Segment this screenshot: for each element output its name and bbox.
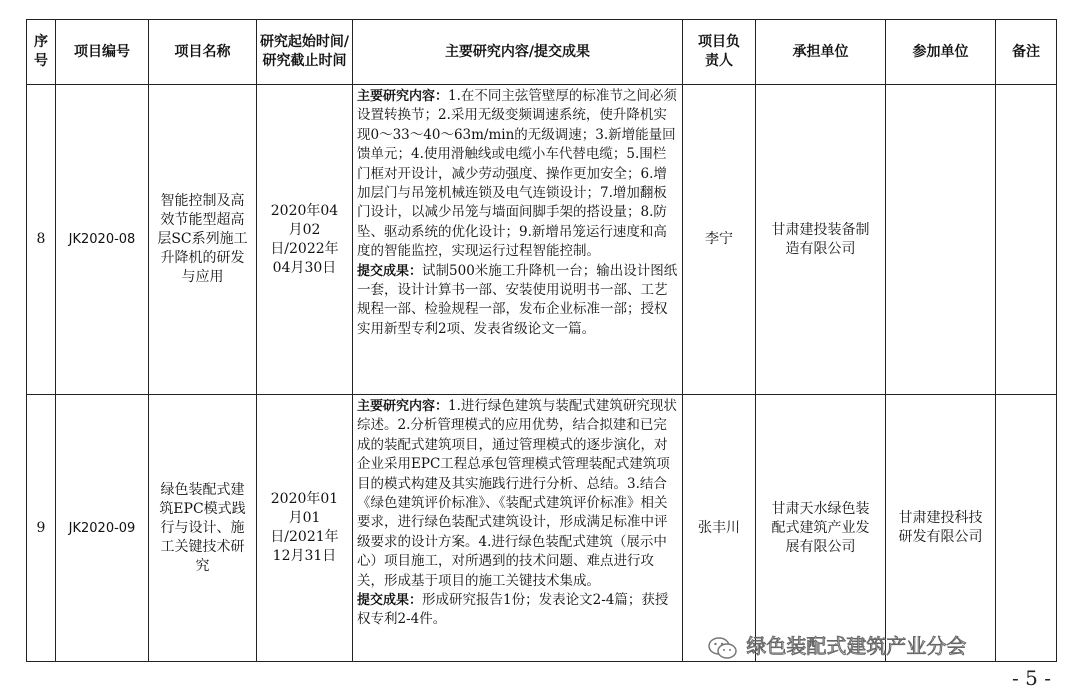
watermark-text: 绿色装配式建筑产业分会 [746,634,967,658]
row-name: 绿色装配式建筑EPC模式践行与设计、施工关键技术研究 [149,395,257,662]
row-time: 2020年01月01日/2021年12月31日 [257,395,353,662]
table-row [27,85,1057,395]
row-leader: 李宁 [683,85,756,395]
row-seq: 9 [27,395,56,662]
project-table [26,19,1057,662]
research-text: 1.在不同主弦管壁厚的标准节之间必须设置转换节；2.采用无级变频调速系统，使升降机实现0～33～40～63m/min的无级调速；3.新增能量回馈单元；4.使用滑触线或电缆小车代替电缆；5.围栏门框对开设计，减少劳动强度、操作更加安全；6.增加层门与吊笼机械连锁及电气连锁设计；7.增加翻板门设计，以减少吊笼与墙面间脚手架的搭设量；8.防坠、驱动系统的优化设计；9.新增吊笼运行速度和高度的智能监控，实现运行过程智能控制。 [357,88,677,260]
header-leader: 项目负责人 [683,20,756,85]
row-partner: 甘肃建投科技研发有限公司 [886,395,996,662]
page-number: - 5 - [1012,666,1051,690]
research-text: 1.进行绿色建筑与装配式建筑研究现状综述。2.分析管理模式的应用优势，结合拟建和已完成的装配式建筑项目，通过管理模式的逐步演化，对企业采用EPC工程总承包管理模式管理装配式建筑项目的模式构建及其实施践行进行分析、总结。3.结合《绿色建筑评价标准》、《装配式建筑评价标准》相关要求，进行绿色装配式建筑设计，形成满足标准中评级要求的设计方案。4.进行绿色装配式建筑（展示中心）项目施工，对所遇到的技术问题、难点进行攻关，形成基于项目的施工关键技术集成。 [357,398,677,589]
row-note [996,85,1057,395]
row-code: JK2020-09 [56,395,149,662]
row-partner [886,85,996,395]
result-label: 提交成果： [357,593,423,609]
result-label: 提交成果： [357,263,423,279]
row-unit: 甘肃建投装备制造有限公司 [756,85,886,395]
row-name: 智能控制及高效节能型超高层SC系列施工升降机的研发与应用 [149,85,257,395]
table-row [27,395,1057,662]
result-text: 形成研究报告1份；发表论文2-4篇；获授权专利2-4件。 [357,592,669,628]
watermark [706,630,966,660]
header-content: 主要研究内容/提交成果 [353,20,683,85]
row-code: JK2020-08 [56,85,149,395]
header-seq: 序号 [27,20,56,85]
header-code: 项目编号 [56,20,149,85]
row-seq: 8 [27,85,56,395]
row-content [353,395,683,662]
wechat-icon [706,636,740,660]
header-partner: 参加单位 [886,20,996,85]
header-name: 项目名称 [149,20,257,85]
research-label: 主要研究内容： [357,89,449,104]
row-time: 2020年04月02日/2022年04月30日 [257,85,353,395]
header-unit: 承担单位 [756,20,886,85]
header-time: 研究起始时间/研究截止时间 [257,20,353,85]
row-leader: 张丰川 [683,395,756,662]
header-row [27,20,1057,85]
row-content [353,85,683,395]
research-label: 主要研究内容： [357,399,449,414]
row-note [996,395,1057,662]
result-text: 试制500米施工升降机一台；输出设计图纸一套，设计计算书一部、安装使用说明书一部、工艺规程一部、检验规程一部，发布企业标准一部；授权实用新型专利2项、发表省级论文一篇。 [357,262,678,337]
header-note: 备注 [996,20,1057,85]
row-unit: 甘肃天水绿色装配式建筑产业发展有限公司 [756,395,886,662]
